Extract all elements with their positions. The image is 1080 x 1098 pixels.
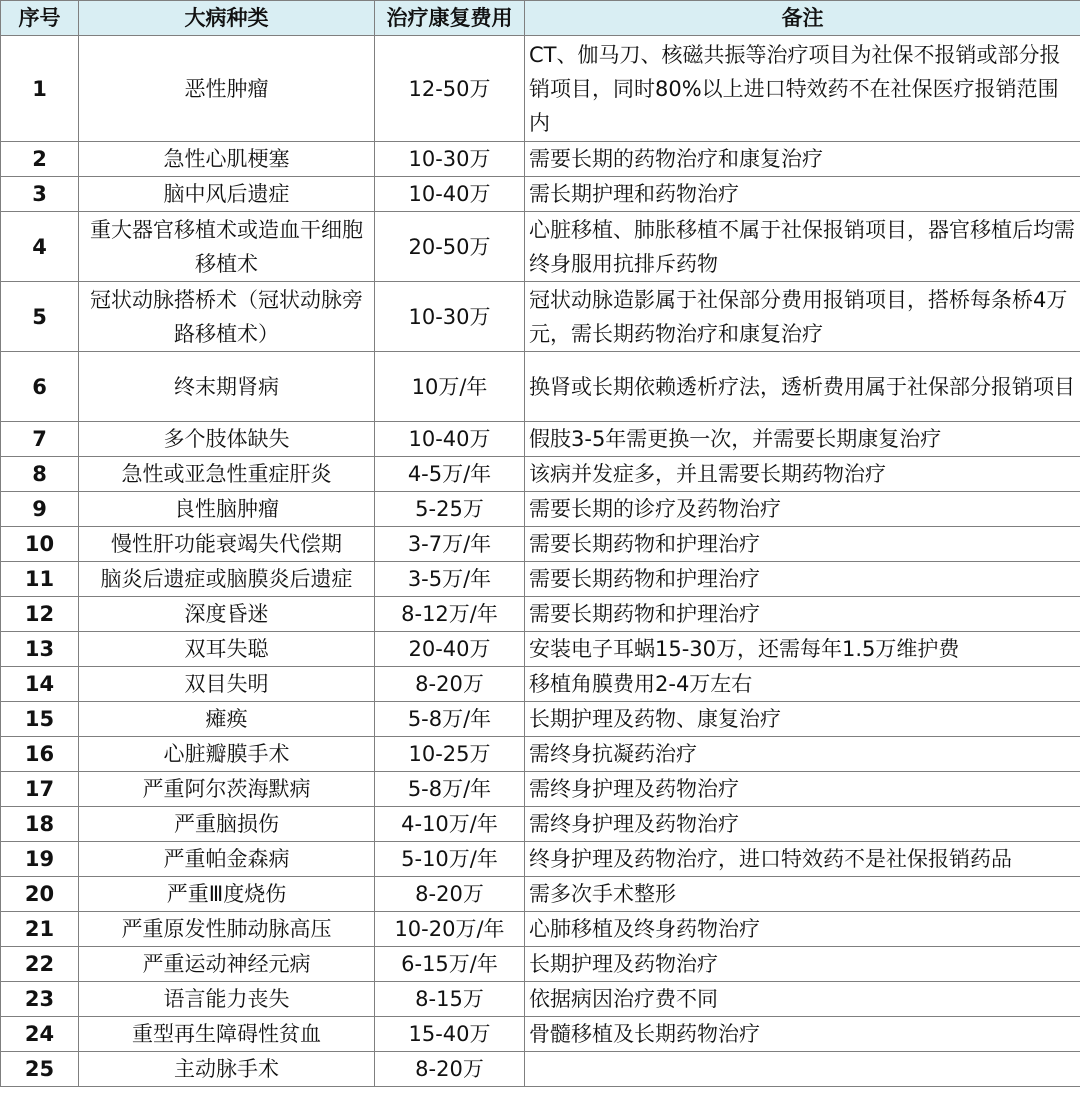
row-index: 11	[1, 562, 79, 597]
row-index: 12	[1, 597, 79, 632]
row-index: 19	[1, 842, 79, 877]
row-note: 冠状动脉造影属于社保部分费用报销项目，搭桥每条桥4万元，需长期药物治疗和康复治疗	[525, 282, 1080, 352]
row-cost: 10-40万	[375, 177, 525, 212]
row-index: 24	[1, 1017, 79, 1052]
row-disease: 严重运动神经元病	[79, 947, 375, 982]
row-disease: 慢性肝功能衰竭失代偿期	[79, 527, 375, 562]
header-note: 备注	[525, 1, 1080, 36]
row-disease: 重型再生障碍性贫血	[79, 1017, 375, 1052]
row-cost: 10-30万	[375, 142, 525, 177]
row-index: 13	[1, 632, 79, 667]
row-disease: 脑中风后遗症	[79, 177, 375, 212]
row-disease: 多个肢体缺失	[79, 422, 375, 457]
row-disease: 重大器官移植术或造血干细胞移植术	[79, 212, 375, 282]
row-index: 10	[1, 527, 79, 562]
row-index: 1	[1, 36, 79, 142]
row-note: 长期护理及药物、康复治疗	[525, 702, 1080, 737]
row-index: 14	[1, 667, 79, 702]
row-disease: 双目失明	[79, 667, 375, 702]
row-index: 21	[1, 912, 79, 947]
table-row	[1, 807, 1080, 842]
row-note: 骨髓移植及长期药物治疗	[525, 1017, 1080, 1052]
row-note: 需长期护理和药物治疗	[525, 177, 1080, 212]
row-cost: 20-40万	[375, 632, 525, 667]
row-index: 25	[1, 1052, 79, 1087]
table-row	[1, 912, 1080, 947]
row-index: 2	[1, 142, 79, 177]
row-note: 需要长期药物和护理治疗	[525, 562, 1080, 597]
row-disease: 双耳失聪	[79, 632, 375, 667]
row-disease: 深度昏迷	[79, 597, 375, 632]
row-index: 9	[1, 492, 79, 527]
row-index: 6	[1, 352, 79, 422]
row-cost: 5-25万	[375, 492, 525, 527]
table-row	[1, 422, 1080, 457]
row-note: 换肾或长期依赖透析疗法，透析费用属于社保部分报销项目	[525, 352, 1080, 422]
table-row	[1, 457, 1080, 492]
row-disease: 冠状动脉搭桥术（冠状动脉旁路移植术）	[79, 282, 375, 352]
table-row	[1, 632, 1080, 667]
row-cost: 5-10万/年	[375, 842, 525, 877]
table-row	[1, 282, 1080, 352]
row-index: 4	[1, 212, 79, 282]
row-cost: 8-20万	[375, 667, 525, 702]
table-row	[1, 562, 1080, 597]
row-index: 23	[1, 982, 79, 1017]
row-disease: 急性心肌梗塞	[79, 142, 375, 177]
table-row	[1, 492, 1080, 527]
row-note: 长期护理及药物治疗	[525, 947, 1080, 982]
row-disease: 心脏瓣膜手术	[79, 737, 375, 772]
header-index: 序号	[1, 1, 79, 36]
row-note: 该病并发症多，并且需要长期药物治疗	[525, 457, 1080, 492]
row-disease: 瘫痪	[79, 702, 375, 737]
row-disease: 终末期肾病	[79, 352, 375, 422]
header-cost: 治疗康复费用	[375, 1, 525, 36]
row-note: 需终身护理及药物治疗	[525, 772, 1080, 807]
row-index: 8	[1, 457, 79, 492]
table-row	[1, 177, 1080, 212]
row-note: 终身护理及药物治疗，进口特效药不是社保报销药品	[525, 842, 1080, 877]
row-disease: 主动脉手术	[79, 1052, 375, 1087]
row-disease: 急性或亚急性重症肝炎	[79, 457, 375, 492]
row-index: 5	[1, 282, 79, 352]
row-disease: 良性脑肿瘤	[79, 492, 375, 527]
row-index: 3	[1, 177, 79, 212]
row-index: 22	[1, 947, 79, 982]
row-cost: 10-40万	[375, 422, 525, 457]
table-row	[1, 212, 1080, 282]
table-row	[1, 1017, 1080, 1052]
row-note: 心脏移植、肺胀移植不属于社保报销项目，器官移植后均需终身服用抗排斥药物	[525, 212, 1080, 282]
row-note: 需终身护理及药物治疗	[525, 807, 1080, 842]
row-cost: 3-7万/年	[375, 527, 525, 562]
row-index: 16	[1, 737, 79, 772]
row-disease: 严重Ⅲ度烧伤	[79, 877, 375, 912]
row-cost: 8-12万/年	[375, 597, 525, 632]
header-disease: 大病种类	[79, 1, 375, 36]
table-row	[1, 142, 1080, 177]
row-index: 7	[1, 422, 79, 457]
row-cost: 10-20万/年	[375, 912, 525, 947]
row-cost: 8-20万	[375, 1052, 525, 1087]
row-note: 移植角膜费用2-4万左右	[525, 667, 1080, 702]
row-note: 需要长期药物和护理治疗	[525, 527, 1080, 562]
row-index: 20	[1, 877, 79, 912]
row-disease: 严重帕金森病	[79, 842, 375, 877]
row-note: 需要长期药物和护理治疗	[525, 597, 1080, 632]
row-index: 18	[1, 807, 79, 842]
row-cost: 8-20万	[375, 877, 525, 912]
table-row	[1, 947, 1080, 982]
table-row	[1, 597, 1080, 632]
row-disease: 严重脑损伤	[79, 807, 375, 842]
row-cost: 15-40万	[375, 1017, 525, 1052]
row-note: 需多次手术整形	[525, 877, 1080, 912]
row-note: 需终身抗凝药治疗	[525, 737, 1080, 772]
row-note: CT、伽马刀、核磁共振等治疗项目为社保不报销或部分报销项目，同时80%以上进口特效药不在社保医疗报销范围内	[525, 36, 1080, 142]
table-row	[1, 702, 1080, 737]
table-row	[1, 842, 1080, 877]
table-row	[1, 877, 1080, 912]
row-cost: 5-8万/年	[375, 702, 525, 737]
table-row	[1, 667, 1080, 702]
row-cost: 4-5万/年	[375, 457, 525, 492]
header-row	[1, 1, 1080, 36]
row-cost: 5-8万/年	[375, 772, 525, 807]
table-row	[1, 737, 1080, 772]
table-row	[1, 36, 1080, 142]
row-cost: 10-30万	[375, 282, 525, 352]
row-note: 需要长期的诊疗及药物治疗	[525, 492, 1080, 527]
row-cost: 10-25万	[375, 737, 525, 772]
row-disease: 语言能力丧失	[79, 982, 375, 1017]
row-note: 安装电子耳蜗15-30万，还需每年1.5万维护费	[525, 632, 1080, 667]
row-disease: 严重阿尔茨海默病	[79, 772, 375, 807]
row-index: 17	[1, 772, 79, 807]
table-row	[1, 527, 1080, 562]
table-row	[1, 352, 1080, 422]
table-row	[1, 772, 1080, 807]
row-cost: 3-5万/年	[375, 562, 525, 597]
row-cost: 20-50万	[375, 212, 525, 282]
row-cost: 8-15万	[375, 982, 525, 1017]
table-row	[1, 982, 1080, 1017]
row-cost: 10万/年	[375, 352, 525, 422]
row-disease: 严重原发性肺动脉高压	[79, 912, 375, 947]
row-note: 需要长期的药物治疗和康复治疗	[525, 142, 1080, 177]
row-note: 假肢3-5年需更换一次，并需要长期康复治疗	[525, 422, 1080, 457]
row-note	[525, 1052, 1080, 1087]
row-cost: 4-10万/年	[375, 807, 525, 842]
row-note: 依据病因治疗费不同	[525, 982, 1080, 1017]
row-cost: 12-50万	[375, 36, 525, 142]
table-row	[1, 1052, 1080, 1087]
row-cost: 6-15万/年	[375, 947, 525, 982]
row-disease: 恶性肿瘤	[79, 36, 375, 142]
row-note: 心肺移植及终身药物治疗	[525, 912, 1080, 947]
row-disease: 脑炎后遗症或脑膜炎后遗症	[79, 562, 375, 597]
row-index: 15	[1, 702, 79, 737]
